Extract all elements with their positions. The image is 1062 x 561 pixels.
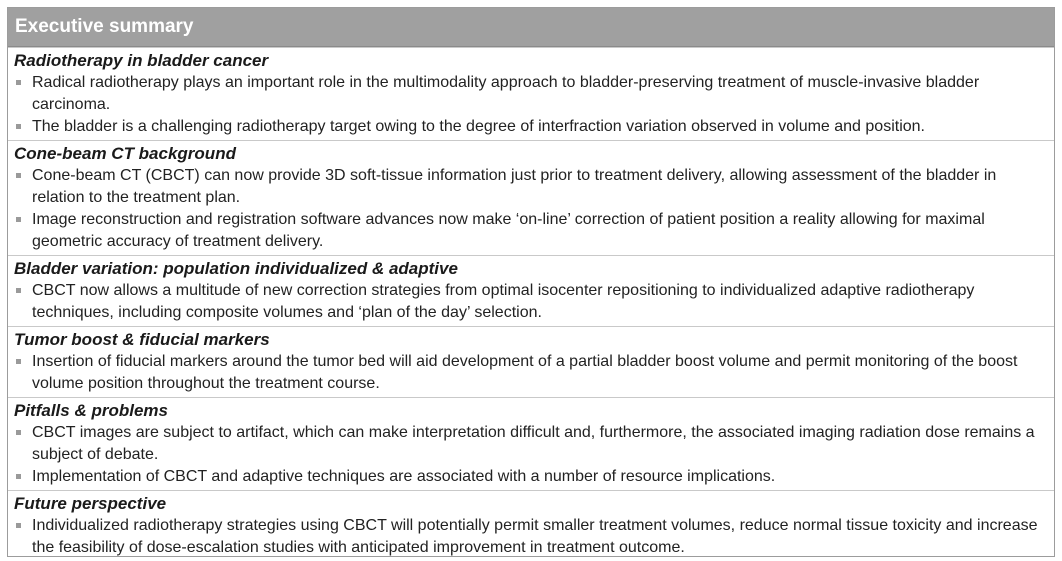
item-text: Individualized radiotherapy strategies using CBCT will potentially permit smaller treatment volumes, reduce normal tissue toxicity and increase the feasibility of dose-escalation studies with anticipated improvement in treatment outcome. xyxy=(32,517,1038,556)
section-cone-beam-ct-background xyxy=(8,140,1054,255)
item-text: Cone-beam CT (CBCT) can now provide 3D soft-tissue information just prior to treatment delivery, allowing assessment of the bladder in relation to the treatment plan. xyxy=(32,167,997,206)
list-item xyxy=(14,515,1048,559)
section-title: Pitfalls & problems xyxy=(14,401,168,420)
list-item xyxy=(14,422,1048,466)
list-item xyxy=(14,351,1048,395)
section-title: Cone-beam CT background xyxy=(14,144,236,163)
section-bladder-variation xyxy=(8,255,1054,326)
executive-summary-box xyxy=(7,7,1055,557)
section-title: Tumor boost & fiducial markers xyxy=(14,330,270,349)
section-radiotherapy-in-bladder-cancer xyxy=(8,47,1054,140)
square-bullet-icon xyxy=(16,523,21,528)
square-bullet-icon xyxy=(16,430,21,435)
section-title: Bladder variation: population individualized & adaptive xyxy=(14,259,458,278)
section-title: Radiotherapy in bladder cancer xyxy=(14,51,269,70)
item-text: Insertion of fiducial markers around the tumor bed will aid development of a partial bladder boost volume and permit monitoring of the boost volume position throughout the treatment course. xyxy=(32,353,1018,392)
section-future-perspective xyxy=(8,490,1054,561)
square-bullet-icon xyxy=(16,80,21,85)
list-item xyxy=(14,116,1048,138)
square-bullet-icon xyxy=(16,359,21,364)
list-item xyxy=(14,466,1048,488)
item-text: Image reconstruction and registration software advances now make ‘on-line’ correction of patient position a reality allowing for maximal geometric accuracy of treatment delivery. xyxy=(32,211,985,250)
item-text: Radical radiotherapy plays an important role in the multimodality approach to bladder-preserving treatment of muscle-invasive bladder carcinoma. xyxy=(32,74,980,113)
list-item xyxy=(14,72,1048,116)
item-text: The bladder is a challenging radiotherapy target owing to the degree of interfraction variation observed in volume and position. xyxy=(32,118,925,135)
square-bullet-icon xyxy=(16,288,21,293)
list-item xyxy=(14,209,1048,253)
square-bullet-icon xyxy=(16,217,21,222)
section-title: Future perspective xyxy=(14,494,167,513)
item-text: CBCT now allows a multitude of new correction strategies from optimal isocenter repositioning to individualized adaptive radiotherapy techniques, including composite volumes and ‘plan of the day’ selection. xyxy=(32,282,975,321)
list-item xyxy=(14,165,1048,209)
item-text: CBCT images are subject to artifact, which can make interpretation difficult and, furthermore, the associated imaging radiation dose remains a subject of debate. xyxy=(32,424,1035,463)
section-pitfalls-problems xyxy=(8,397,1054,490)
square-bullet-icon xyxy=(16,124,21,129)
item-text: Implementation of CBCT and adaptive techniques are associated with a number of resource implications. xyxy=(32,468,776,485)
list-item xyxy=(14,280,1048,324)
summary-header: Executive summary xyxy=(8,8,1054,47)
section-tumor-boost xyxy=(8,326,1054,397)
square-bullet-icon xyxy=(16,474,21,479)
square-bullet-icon xyxy=(16,173,21,178)
